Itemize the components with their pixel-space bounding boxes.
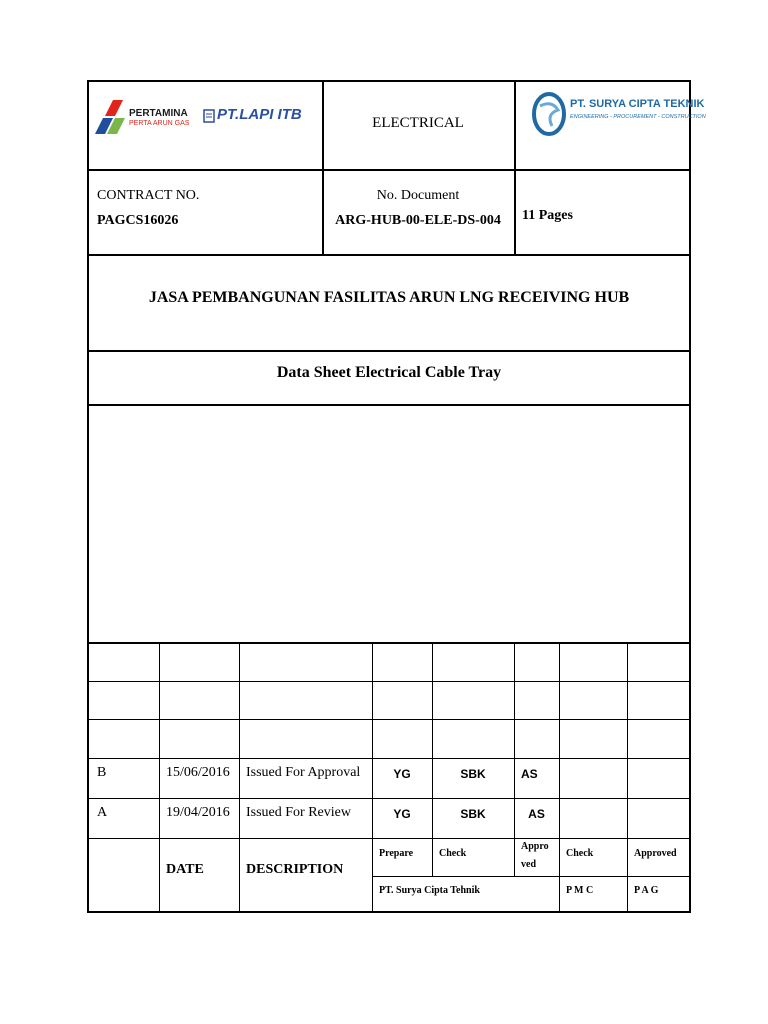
divider [89, 404, 689, 406]
lapi-itb-logo [203, 106, 313, 136]
divider [89, 758, 689, 759]
rev-description: Issued For Review [246, 805, 351, 820]
rev-description: Issued For Approval [246, 765, 361, 780]
lapi-logo-text: PT.LAPI ITB [217, 106, 302, 123]
rev-prepare: YG [393, 767, 411, 781]
project-title: JASA PEMBANGUNAN FASILITAS ARUN LNG RECEIVING HUB [148, 289, 630, 306]
divider [239, 642, 240, 911]
rev-check: SBK [460, 807, 486, 821]
divider [627, 642, 628, 911]
approved-header-line-1: Appro [521, 841, 549, 852]
document-number-label: No. Document [376, 188, 460, 203]
company-name: PT. Surya Cipta Tehnik [379, 885, 480, 896]
approved-column-header [521, 838, 549, 874]
pertamina-logo-sub: PERTA ARUN GAS [129, 120, 190, 127]
rev-check: SBK [460, 767, 486, 781]
check-column-header: Check [439, 848, 467, 859]
prepare-column-header: Prepare [379, 848, 414, 859]
rev-code: B [97, 765, 107, 780]
rev-date: 15/06/2016 [166, 765, 230, 780]
divider [89, 642, 689, 644]
approved-header-line-2: ved [521, 859, 536, 870]
divider [372, 876, 689, 877]
pag-approved-column-header: Approved [634, 848, 677, 859]
rev-approved: AS [528, 807, 545, 821]
surya-logo-text: PT. SURYA CIPTA TEKNIK [570, 98, 705, 110]
document-title: Data Sheet Electrical Cable Tray [276, 364, 502, 381]
surya-cipta-teknik-logo [532, 92, 706, 140]
surya-logo-sub: ENGINEERING - PROCUREMENT - CONSTRUCTION [570, 114, 706, 120]
divider [559, 642, 560, 911]
divider [159, 642, 160, 911]
divider [89, 350, 689, 352]
lapi-emblem-icon [203, 109, 215, 123]
date-column-header: DATE [166, 862, 204, 877]
pmc-label: P M C [566, 885, 594, 896]
divider [514, 82, 516, 254]
discipline-title: ELECTRICAL [372, 115, 464, 131]
divider [89, 254, 689, 256]
description-column-header: DESCRIPTION [246, 862, 344, 877]
divider [89, 719, 689, 720]
contract-label: CONTRACT NO. [97, 188, 200, 203]
pmc-check-column-header: Check [566, 848, 594, 859]
surya-swirl-icon [532, 92, 566, 136]
rev-code: A [97, 805, 108, 820]
pertamina-logo-text: PERTAMINA [129, 108, 188, 119]
divider [89, 838, 689, 839]
rev-date: 19/04/2016 [166, 805, 230, 820]
contract-number: PAGCS16026 [97, 213, 179, 228]
divider [89, 681, 689, 682]
divider [432, 642, 433, 876]
document-number: ARG-HUB-00-ELE-DS-004 [335, 213, 501, 228]
rev-prepare: YG [393, 807, 411, 821]
divider [89, 798, 689, 799]
divider [514, 642, 515, 876]
document-cover-sheet [87, 80, 706, 913]
divider [89, 169, 689, 171]
pertamina-logo [95, 96, 205, 136]
rev-approved: AS [521, 767, 538, 781]
pag-label: P A G [634, 885, 659, 896]
page-count: 11 Pages [522, 208, 573, 223]
